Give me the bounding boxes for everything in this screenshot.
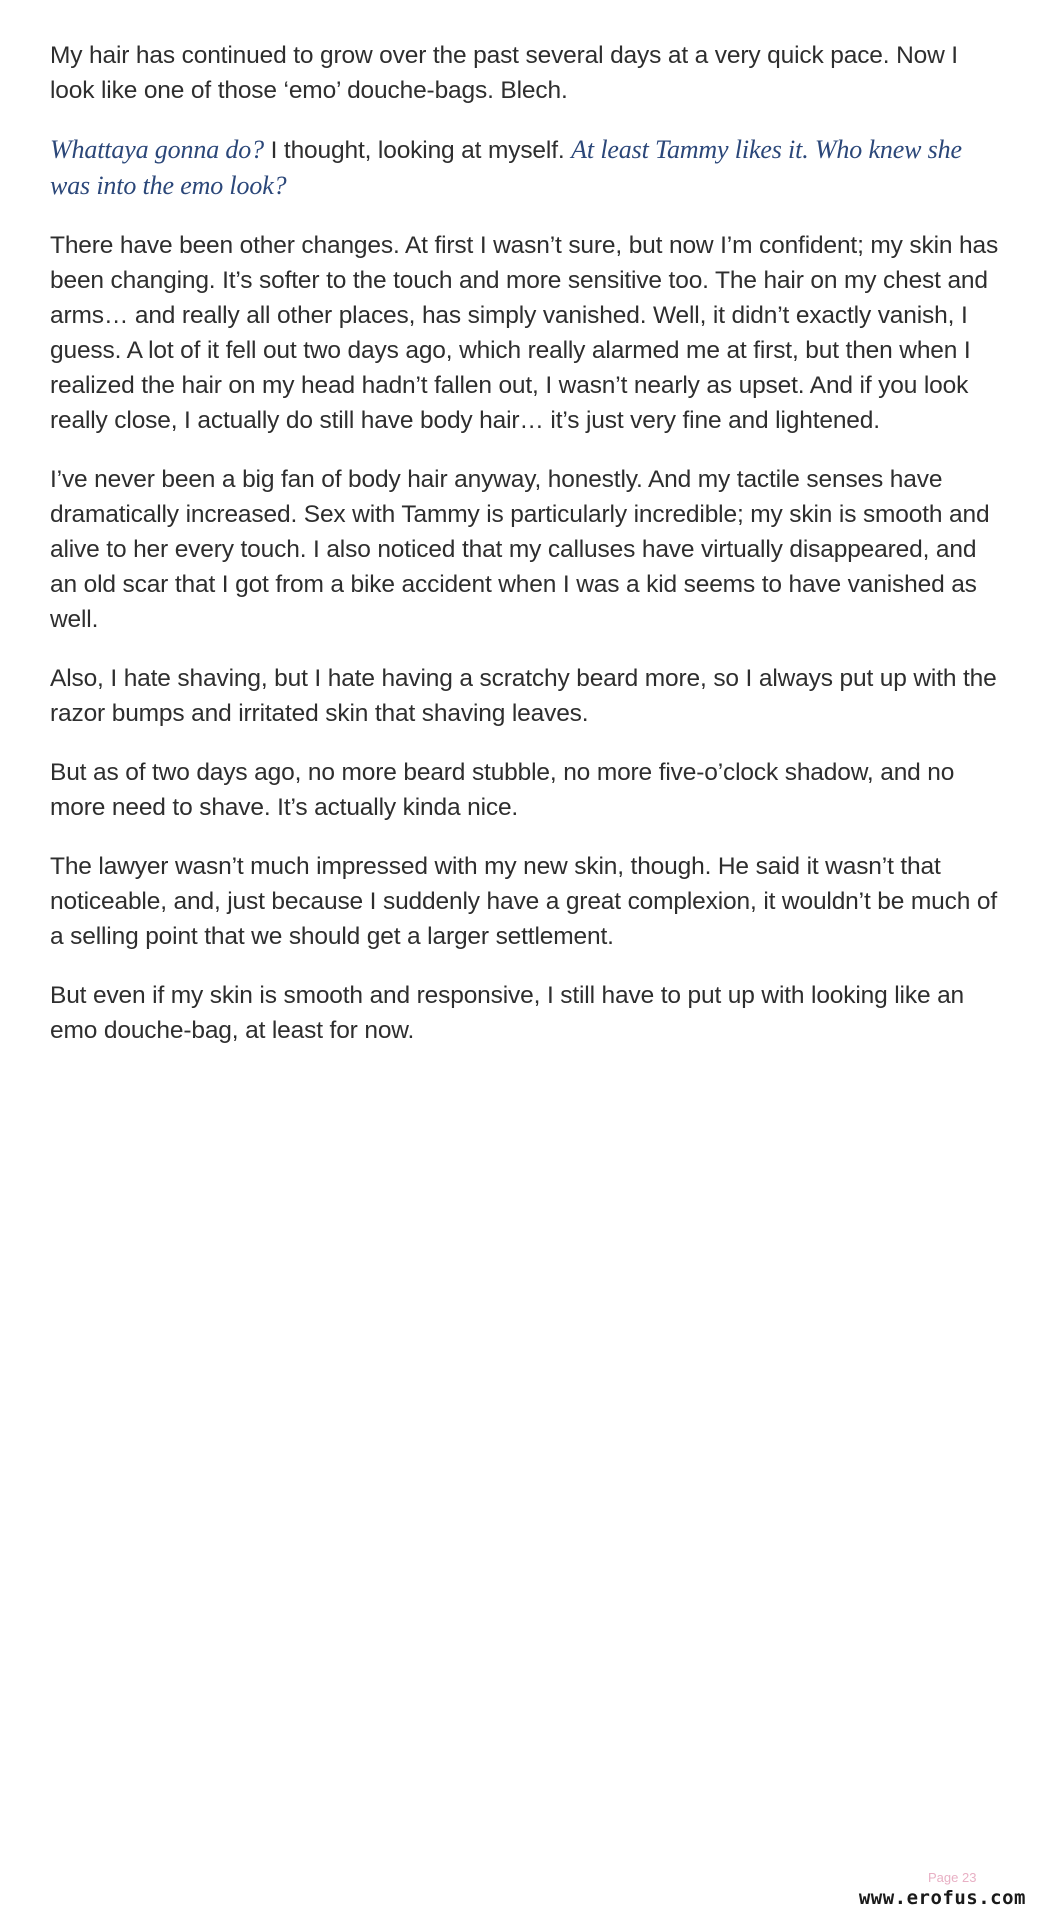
paragraph-skin-changes: There have been other changes. At first I wasn’t sure, but now I’m confident; my skin has been changing. It’s softer to the touch and more sensitive too. The hair on my chest and arms… and really all other places, has simply vanished. Well, it didn’t exactly vanish, I guess. A lot of it fell out two days ago, which really alarmed me at first, but then when I realized the hair on my head hadn’t fallen out, I wasn’t nearly as upset. And if you look really close, I actually do still have body hair… it’s just very fine and lightened. bbox=[50, 232, 999, 434]
paragraph-lawyer: The lawyer wasn’t much impressed with my new skin, though. He said it wasn’t that noticeable, and, just because I suddenly have a great complexion, it wouldn’t be much of a selling point that we should get a larger settlement. bbox=[50, 853, 997, 950]
site-watermark: www.erofus.com bbox=[853, 1887, 1032, 1909]
narration-looking: I thought, looking at myself. bbox=[263, 137, 572, 164]
page-number: Page 23 bbox=[928, 1870, 977, 1885]
paragraph-no-stubble: But as of two days ago, no more beard stubble, no more five-o’clock shadow, and no more need to shave. It’s actually kinda nice. bbox=[50, 759, 955, 821]
inner-thought-tammy: At least Tammy likes it. Who knew she was into the emo look? bbox=[50, 135, 962, 200]
inner-thought-whattaya: Whattaya gonna do? bbox=[50, 135, 264, 164]
paragraph-shaving: Also, I hate shaving, but I hate having a scratchy beard more, so I always put up with the razor bumps and irritated skin that shaving leaves. bbox=[50, 665, 997, 727]
paragraph-emo-look: But even if my skin is smooth and responsive, I still have to put up with looking like an emo douche-bag, at least for now. bbox=[50, 982, 965, 1044]
paragraph-body-hair: I’ve never been a big fan of body hair anyway, honestly. And my tactile senses have dramatically increased. Sex with Tammy is particularly incredible; my skin is smooth and alive to her every touch. I also noticed that my calluses have virtually disappeared, and an old scar that I got from a bike accident when I was a kid seems to have vanished as well. bbox=[50, 466, 990, 633]
paragraph-thought bbox=[50, 132, 1000, 204]
paragraph-hair-growth: My hair has continued to grow over the past several days at a very quick pace. Now I look like one of those ‘emo’ douche-bags. Blech. bbox=[50, 42, 958, 104]
story-page bbox=[50, 38, 1000, 1072]
